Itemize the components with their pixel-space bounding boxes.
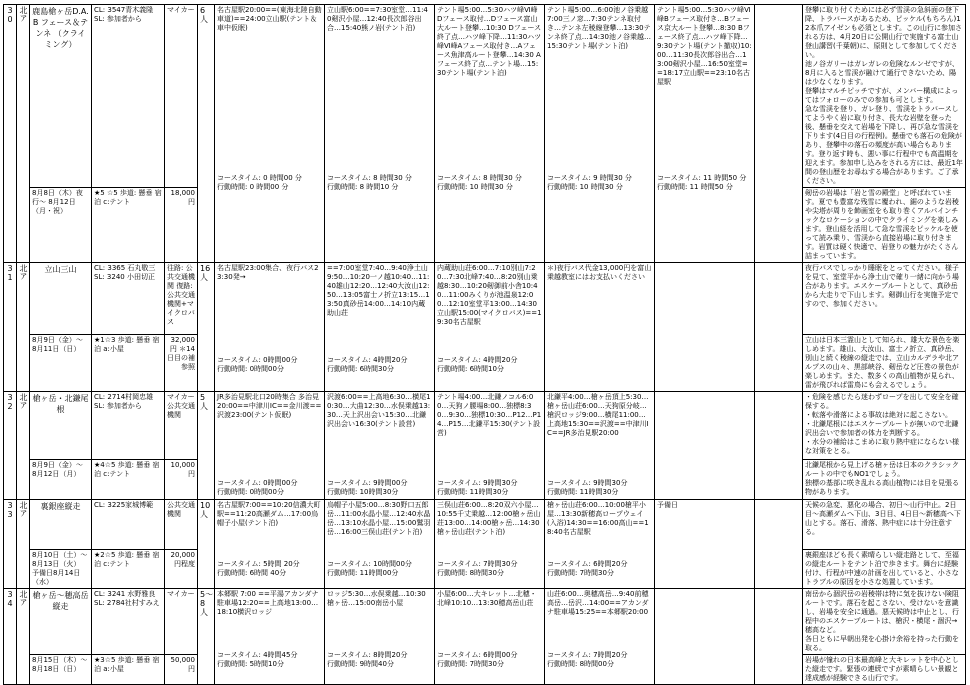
day-content — [437, 6, 542, 192]
transport: 往路: 公共交通機関 復路: 公共交通機関+マイクロバス — [167, 264, 195, 326]
leader-cell — [92, 263, 165, 335]
leader-cell — [92, 589, 165, 655]
action-time: 行動時間: 11 時間50 分 — [657, 183, 733, 191]
mountain-name: 槍ヶ岳・北鎌尾根 — [32, 394, 89, 414]
day-5-cell — [655, 263, 755, 392]
leader-info: CL: 3225家城博範 — [94, 501, 154, 509]
action-time: 行動時間: 6時間10分 — [437, 365, 504, 373]
area-cell — [17, 5, 30, 263]
day-schedule: ロッジ5:30…水俣乗越…10:30槍ヶ岳…15:00南岳小屋 — [327, 590, 426, 607]
day-times — [327, 648, 432, 669]
grade-cell — [92, 460, 165, 500]
day-content — [657, 501, 752, 578]
day-1-cell — [215, 500, 325, 589]
day-schedule: ＊)夜行バス代金13,000円を富山乗越教室にはお支払いください — [547, 264, 652, 281]
course-time: コースタイム: 8 時間30 分 — [437, 174, 522, 182]
remarks-cell — [803, 263, 966, 335]
day-times — [547, 171, 652, 192]
remarks-cell — [803, 589, 966, 655]
action-time: 行動時間: 6時間 40分 — [217, 569, 287, 577]
people-cell — [198, 263, 215, 392]
course-time: コースタイム: 9時間30分 — [437, 479, 518, 487]
remarks-cell — [803, 392, 966, 460]
day-schedule: 立山駅6:00==7:30室堂…11:40剱沢小屋…12:40長次郎谷出合…15:40熊ノ岩(テント泊) — [327, 6, 428, 32]
day-schedule: テント場4:00…北鎌ノコル6:00…天狗ノ腰場8:00…独標8:30…9:30…独標10:30…P12…P14…P15…北鎌平15:30(テント設営) — [437, 393, 542, 437]
day-content — [757, 501, 800, 578]
cost: 20,000円程度 — [170, 551, 195, 568]
day-content — [327, 393, 432, 497]
area-cell — [17, 263, 30, 392]
appeal: 立山は日本三霊山として知られ、雄大な景色を楽しめます。雄山、大汝山、富士ノ折立、真砂岳、別山と続く稜線の縦走では、立山カルデラや北アルプスの山々、黒部峡谷、剱岳など圧巻の景色が楽しめます。また、数多くの高山植物が見られ、雷が飛びれば雷鳥にも会えるでしょう。 — [805, 336, 960, 389]
course-time: コースタイム: 9時間30分 — [547, 479, 628, 487]
day-times — [757, 371, 800, 374]
day-content — [437, 264, 542, 374]
people-count: 10人 — [200, 501, 211, 519]
plan-dates: 8月10日（土）〜 8月13日（火） 予備日8月14日（水） — [32, 551, 88, 586]
dates-cell — [30, 188, 92, 263]
day-times — [437, 171, 542, 192]
action-time: 行動時間: 9時間40分 — [327, 660, 394, 668]
day-3-cell — [435, 392, 545, 500]
course-time: コースタイム: 9 時間30 分 — [547, 174, 632, 182]
day-6-cell — [755, 392, 803, 500]
area-label: 北ア — [19, 393, 28, 409]
transport-cell — [165, 589, 198, 655]
cost-cell — [165, 335, 198, 392]
day-schedule: 内蔵助山荘6:00…7:10別山7:20…7:30北峰7:40…8:20別山乗越8:30…10:20剱御前小舎10:40…11:00みくりが池温泉12:00…12:10室堂平13:00…14:30立山駅15:00(マイクロバス)==19:30名古屋駅 — [437, 264, 542, 326]
grade-info: ★4☆5 歩道: 懸垂 宿泊 c:テント — [94, 461, 160, 478]
leader-cell — [92, 5, 165, 188]
appeal: 岩場が憧れの日本最高峰と大キレットを中心とした縦走です。緊張の連続ですが素晴らしい景観と達成感が経験できる山行です。 — [805, 656, 959, 682]
day-schedule: 名古屋駅7:00==10:20信濃大町駅==11:20高瀬ダム…17:00烏帽子小屋(テント泊) — [217, 501, 321, 527]
plan-row — [4, 263, 966, 335]
day-content — [547, 590, 652, 669]
mountain-cell — [30, 392, 92, 460]
day-content — [547, 501, 652, 578]
action-time: 行動時間: 6時間30分 — [327, 365, 394, 373]
day-content — [437, 590, 542, 669]
day-3-cell — [435, 5, 545, 263]
dates-cell — [30, 460, 92, 500]
plan-number-cell — [4, 5, 17, 263]
day-times — [657, 171, 752, 192]
cost: 50,000円 — [170, 656, 195, 673]
plan-number: 33 — [7, 501, 13, 519]
appeal-cell — [803, 188, 966, 263]
day-4-cell — [545, 500, 655, 589]
day-schedule: 本郷駅 7:00 ==平湯アカンダナ駐車場12:20==上高地13:00…18:10横沢ロッジ — [217, 590, 319, 616]
mountain-name: 槍ヶ岳〜穂高岳縦走 — [32, 591, 89, 611]
leader-info: CL: 3547青木義隆 SL: 参加者から — [94, 6, 154, 23]
day-content — [217, 590, 322, 669]
appeal-cell — [803, 335, 966, 392]
plan-number-cell — [4, 263, 17, 392]
grade-info: ★3☆5 歩道: 懸垂 宿泊 a:小屋 — [94, 656, 160, 673]
day-times — [217, 557, 322, 578]
day-content — [327, 6, 432, 192]
transport: マイカー — [167, 590, 195, 598]
day-times — [327, 353, 432, 374]
grade-info: ★5 ☆5 歩道: 懸垂 宿泊 c:テント — [94, 189, 162, 206]
day-content — [437, 393, 542, 497]
day-times — [437, 353, 542, 374]
day-content — [327, 264, 432, 374]
leader-info: CL: 3365 石丸敬三 SL: 3240 小田切正 — [94, 264, 156, 281]
area-cell — [17, 589, 30, 685]
appeal: 剱岳の岩場は「岩と雪の殿堂」と呼ばれています。夏でも豊富な残雪に覆われ、鋸のような岩稜や尖塔が周りを飾画室をも取り巻くアルパインチックなロケーションの中でクライミングを楽しみます。登山経を活用して急な雪渓をピッケルを使って読み乗り、雪渓から直接岩場に取り付きます。岩質は硬く快適で、岩登りの魅力がたくさん詰まっています。 — [805, 189, 959, 260]
mountain-cell — [30, 5, 92, 188]
day-schedule: テント場5:00…5:30ハツ峰Ⅵ峰Dフェース取付…Dフェース富山大ルート登攀…10:30 Dフェース終了点…ハツ峰下降…11:30ハツ峰Ⅵ峰Aフェース取付き…Aフェース魚津高ルート登攀…14:30 Aフェース終了点…テント場…15:30テント場(テント泊) — [437, 6, 542, 77]
people-count: 6人 — [200, 6, 208, 24]
action-time: 行動時間: 11時間30分 — [547, 488, 619, 496]
day-schedule: テント場5:00…6:00池ノ谷乗越7:00三ノ窓…7:30テンネ取付き…テンネ左稜線登攀…13:30テンネ終了点…14:30池ノ谷乗越…15:30テント場(テント泊) — [547, 6, 651, 50]
day-schedule: 烏帽子小屋5:00…8:30野口五郎岳…11:00水晶小屋…12:40水晶岳…13:10水晶小屋…15:00鷲羽岳…16:00三俣山荘(テント泊) — [327, 501, 431, 536]
day-times — [217, 353, 322, 374]
dates-cell — [30, 335, 92, 392]
day-schedule: 名古屋駅20:00==(東海北陸自動車道)==24:00立山駅(テント＆車中仮眠) — [217, 6, 322, 32]
course-time: コースタイム: 7時間20分 — [547, 651, 628, 659]
day-times — [757, 189, 800, 192]
day-content — [327, 590, 432, 669]
grade-cell — [92, 655, 165, 685]
action-time: 行動時間: 0 時間00 分 — [217, 183, 289, 191]
day-4-cell — [545, 263, 655, 392]
day-6-cell — [755, 500, 803, 589]
plan-number: 31 — [7, 264, 13, 282]
day-content — [657, 393, 752, 497]
people-cell — [198, 392, 215, 500]
course-time: コースタイム: 8 時間30 分 — [327, 174, 412, 182]
grade-info: ★1☆3 歩道: 懸垂 宿泊 a:小屋 — [94, 336, 160, 353]
day-1-cell — [215, 263, 325, 392]
day-4-cell — [545, 392, 655, 500]
day-5-cell — [655, 500, 755, 589]
day-content — [757, 6, 800, 192]
people-count: 5人 — [200, 393, 208, 411]
area-cell — [17, 392, 30, 500]
transport-cell — [165, 5, 198, 188]
course-time: コースタイム: 10時間00分 — [327, 560, 412, 568]
plan-row — [4, 500, 966, 550]
action-time: 行動時間: 7時間30分 — [437, 660, 504, 668]
mountain-name: 鹿島槍ヶ岳D.A.B フェース＆テンネ （クライミング） — [32, 7, 89, 49]
action-time: 行動時間: 0時間00分 — [217, 488, 284, 496]
day-1-cell — [215, 392, 325, 500]
schedule-sheet — [3, 4, 965, 682]
cost-cell — [165, 460, 198, 500]
day-1-cell — [215, 5, 325, 263]
day-schedule: 北鎌平4:00…槍ヶ岳頂上5:30…槍ヶ岳山荘6:00…天狗原分岐…槍沢ロッジ9:00…横尾11:00…上高地15:30==沢渡==中津川IC==JR多治見駅20:00 — [547, 393, 649, 437]
area-label: 北ア — [19, 6, 28, 22]
action-time: 行動時間: 0時間00分 — [217, 365, 284, 373]
action-time: 行動時間: 8 時間10 分 — [327, 183, 399, 191]
action-time: 行動時間: 10時間30分 — [327, 488, 399, 496]
course-time: コースタイム: 8時間20分 — [327, 651, 408, 659]
day-2-cell — [325, 5, 435, 263]
day-content — [437, 501, 542, 578]
day-content — [757, 590, 800, 669]
day-times — [657, 371, 752, 374]
day-times — [657, 666, 752, 669]
course-time: コースタイム: 4時間20分 — [327, 356, 408, 364]
grade-info: ★2☆5 歩道: 懸垂 宿泊 c:テント — [94, 551, 160, 568]
day-content — [547, 6, 652, 192]
mountain-cell — [30, 589, 92, 655]
plan-dates: 8月9日（金）〜 8月12日（月） — [32, 461, 83, 478]
day-times — [757, 494, 800, 497]
day-3-cell — [435, 263, 545, 392]
area-label: 北ア — [19, 264, 28, 280]
course-time: コースタイム: 0時間00分 — [217, 479, 298, 487]
day-4-cell — [545, 589, 655, 685]
mountain-name: 立山三山 — [44, 265, 77, 274]
remarks-cell — [803, 5, 966, 188]
remarks: 夜行バスでしっかり睡眠をとってください。様子を見て、室堂平から浄土山で確り一緒に向かう場合があります。エスケープルートとして、真砂岳から大走りで下山します。剱御山行を実施予定ですので、参加ください。 — [805, 264, 959, 308]
action-time: 行動時間: 10 時間30 分 — [547, 183, 623, 191]
action-time: 行動時間: 8時間00分 — [547, 660, 614, 668]
remarks: 天候の急変、悪化の場合、初日〜山行中止。2日目〜高瀬ダムへ下山、3日目、4日目〜新穂高へ下山とする。落石、滑落、熱中症には十分注意する。 — [805, 501, 961, 536]
cost: 32,000円 ＊14日目の補参照 — [167, 336, 195, 371]
remarks: 登攀に取り付くためには必ず雪渓の急斜面の登下降、トラバースがあるため、ピッケル(もちろん)12本爪アイゼンも必須とします。この山行に参加される方は、4月20日に公開山行で実施する富士山登山講習(千葉朝)に、原則として参加してください。 池ノ谷ガリーはガレガレの危険なルンゼですが、8月に入ると雪渓が融けて通行できないため、陽は少なくなります。 登攀はマルチピッチですが、メンバー構成によってはフォローのみでの参加も可とします。 急な雪渓を登り、ガレ登り、雪渓をトラバースしてようやく岩に取り付き、長大な岩壁を登った後、懸垂を交えて岩場を下降し、再び急な雪渓を下ります(4日目の行程例)。懸垂でも落石の危険があり、登攀中の落石の頻度が高い場合もあります。登り返す時も、悪い事に行程中でも高温期を迎えます。参加申し込みをされる方には、最近1年間の登山歴をお尋ねする場合があります。ご了承ください。 — [805, 6, 963, 185]
leader-cell — [92, 500, 165, 550]
day-content — [547, 393, 652, 497]
cost-cell — [165, 188, 198, 263]
course-time: コースタイム: 4時間45分 — [217, 651, 298, 659]
day-times — [437, 476, 542, 497]
day-schedule: 山荘6:00…奥穂高岳…9:40前穂高岳…岳沢…14:00==アカンダナ駐車場15:25==本郷駅20:00 — [547, 590, 649, 616]
grade-cell — [92, 335, 165, 392]
day-times — [327, 557, 432, 578]
leader-cell — [92, 392, 165, 460]
day-times — [547, 648, 652, 669]
grade-cell — [92, 550, 165, 589]
plan-dates: 8月9日（金）〜 8月11日（日） — [32, 336, 83, 353]
cost: 18,000円 — [170, 189, 195, 206]
plan-table — [3, 4, 966, 685]
day-times — [327, 476, 432, 497]
day-times — [547, 371, 652, 374]
people-cell — [198, 5, 215, 263]
plan-number: 30 — [7, 6, 13, 24]
transport-cell — [165, 500, 198, 550]
appeal-cell — [803, 655, 966, 685]
mountain-cell — [30, 500, 92, 550]
day-schedule: JR多治見駅北口20時集合 多治見20:00==中津川IC==金川渡==沢渡23:00(テント仮眠) — [217, 393, 322, 419]
leader-info: CL: 2714村岡忠雄 SL: 参加者から — [94, 393, 154, 410]
day-times — [757, 575, 800, 578]
day-times — [217, 476, 322, 497]
day-5-cell — [655, 392, 755, 500]
mountain-name: 裏銀座縦走 — [40, 502, 81, 511]
day-schedule: 沢渡6:00==上高地6:30…横尾10:30…大曲12:30…水俣乗越13:30…天上沢出会い15:30…北鎌沢出会い16:30(テント設営) — [327, 393, 431, 428]
grade-cell — [92, 188, 165, 263]
course-time: コースタイム: 11 時間50 分 — [657, 174, 747, 182]
plan-number: 32 — [7, 393, 13, 411]
day-times — [547, 476, 652, 497]
day-schedule: テント場5:00…5:30ハツ峰Ⅵ峰Bフェース取付き…Bフェース京大ルート登攀…8:30 Bフェース終了点…ハツ峰下降…9:30テント場(テント撤収)10:00…11:30長次郎谷出合…13:00剱沢小屋…16:50室堂==18:17立山駅==23:10名古屋駅 — [657, 6, 752, 86]
day-content — [217, 264, 322, 374]
day-schedule: 槍ヶ岳山荘6:00…10:00槍平小屋…13:30新穂高ロープウェイ(入浴)14:30==16:00高山==18:40名古屋駅 — [547, 501, 649, 536]
plan-number: 34 — [7, 590, 13, 608]
course-time: コースタイム: 6時間20分 — [547, 560, 628, 568]
day-schedule: 三俣山荘6:00…8:20双六小屋…10:55千丈乗越…12:00槍ヶ岳山荘13:00…14:00槍ヶ岳…14:30槍ヶ岳山荘(テント泊) — [437, 501, 541, 536]
transport: マイカー 公共交通機関 — [167, 393, 195, 419]
plan-row — [4, 589, 966, 655]
action-time: 行動時間: 5時間10分 — [217, 660, 284, 668]
day-2-cell — [325, 392, 435, 500]
day-times — [657, 575, 752, 578]
plan-dates: 8月8日（木）夜行〜 8月12日（月・祝） — [32, 189, 83, 215]
day-times — [757, 666, 800, 669]
mountain-cell — [30, 263, 92, 335]
day-content — [657, 590, 752, 669]
day-times — [437, 648, 542, 669]
day-content — [217, 501, 322, 578]
appeal: 北鎌尾根から見上げる槍ヶ岳は日本のクラシックルートの中でもNO1でしょう。 独標の基部に咲き乱れる高山植物には目を見張る物があります。 — [805, 461, 959, 496]
action-time: 行動時間: 7時間30分 — [547, 569, 614, 577]
cost-cell — [165, 550, 198, 589]
people-cell — [198, 589, 215, 685]
course-time: コースタイム: 0 時間00 分 — [217, 174, 302, 182]
transport: マイカー — [167, 6, 195, 14]
people-cell — [198, 500, 215, 589]
remarks: 南岳から涸沢岳の岩稜帯は特に気を抜けない険阻ルートです。落石を起こさない、受けないを意識し、岩場を安全に通過。悪天候時は中止とし、行程中のエスケープルートは、槍沢・横尾・涸沢→穂高など。 各日ともに早朝出発を心掛け余裕を持った行動を取る。 — [805, 590, 959, 652]
day-schedule: 名古屋駅23:00集合、夜行バス23:30発→ — [217, 264, 319, 281]
day-times — [217, 648, 322, 669]
plan-row — [4, 5, 966, 188]
cost: 10,000円 — [170, 461, 195, 478]
day-schedule: ==7:00室堂7:40…9:40浄土山9:50…10:20一ノ越10:40…11:40雄山12:20…12:40大汝山12:50…13:05富士ノ折立13:15…13:50真砂岳14:00…14:10内蔵助山荘 — [327, 264, 430, 317]
people-count: 16人 — [200, 264, 211, 282]
area-label: 北ア — [19, 590, 28, 606]
transport-cell — [165, 392, 198, 460]
day-schedule: 小屋6:00…大キレット…北穂・北峰10:10…13:30穂高岳山荘 — [437, 590, 537, 607]
appeal-cell — [803, 460, 966, 500]
day-4-cell — [545, 5, 655, 263]
day-times — [217, 171, 322, 192]
course-time: コースタイム: 9時間00分 — [327, 479, 408, 487]
plan-number-cell — [4, 500, 17, 589]
day-content — [217, 6, 322, 192]
area-cell — [17, 500, 30, 589]
day-schedule: 予備日 — [657, 501, 678, 509]
dates-cell — [30, 550, 92, 589]
day-2-cell — [325, 589, 435, 685]
day-content — [757, 393, 800, 497]
day-2-cell — [325, 263, 435, 392]
day-6-cell — [755, 5, 803, 263]
day-3-cell — [435, 500, 545, 589]
transport: 公共交通機関 — [167, 501, 195, 518]
day-content — [547, 264, 652, 374]
course-time: コースタイム: 6時間00分 — [437, 651, 518, 659]
action-time: 行動時間: 8時間30分 — [437, 569, 504, 577]
course-time: コースタイム: 0時間00分 — [217, 356, 298, 364]
people-count: 5〜8人 — [200, 590, 214, 617]
action-time: 行動時間: 11時間30分 — [437, 488, 509, 496]
remarks: ・危険を感じたら迷わずロープを出して安全を確保する。 ・転落や滑落による事故は絶対に起こさない。 ・北鎌尾根にはエスケープルートが無いので北鎌沢出会いで参加者の体力を判断する。 ・水分の補給はこまめに取り熱中症にならない様な対策をとる。 — [805, 393, 959, 455]
day-content — [657, 264, 752, 374]
dates-cell — [30, 655, 92, 685]
day-content — [217, 393, 322, 497]
transport-cell — [165, 263, 198, 335]
day-1-cell — [215, 589, 325, 685]
day-times — [547, 557, 652, 578]
area-label: 北ア — [19, 501, 28, 517]
day-5-cell — [655, 589, 755, 685]
cost-cell — [165, 655, 198, 685]
plan-number-cell — [4, 589, 17, 685]
course-time: コースタイム: 5時間 20分 — [217, 560, 300, 568]
plan-dates: 8月15日（木）〜 8月18日（日） — [32, 656, 88, 673]
day-3-cell — [435, 589, 545, 685]
plan-number-cell — [4, 392, 17, 500]
day-6-cell — [755, 263, 803, 392]
remarks-cell — [803, 500, 966, 550]
action-time: 行動時間: 11時間00分 — [327, 569, 399, 577]
day-2-cell — [325, 500, 435, 589]
day-times — [657, 494, 752, 497]
action-time: 行動時間: 10 時間30 分 — [437, 183, 513, 191]
day-6-cell — [755, 589, 803, 685]
day-content — [657, 6, 752, 192]
course-time: コースタイム: 4時間20分 — [437, 356, 518, 364]
course-time: コースタイム: 7時間30分 — [437, 560, 518, 568]
day-content — [757, 264, 800, 374]
appeal-cell — [803, 550, 966, 589]
plan-row — [4, 392, 966, 460]
day-5-cell — [655, 5, 755, 263]
day-times — [437, 557, 542, 578]
leader-info: CL: 3241 水野雅良 SL: 2784社村すみえ — [94, 590, 160, 607]
appeal: 裏銀座ほども長く素晴らしい縦走路として、至福の縦走ルートをテント泊で歩きます。舞台に経験付け、行程が中速の計画を出していると、小さなトラブルの原因を小さな処置しています。 — [805, 551, 959, 586]
day-content — [327, 501, 432, 578]
day-times — [327, 171, 432, 192]
